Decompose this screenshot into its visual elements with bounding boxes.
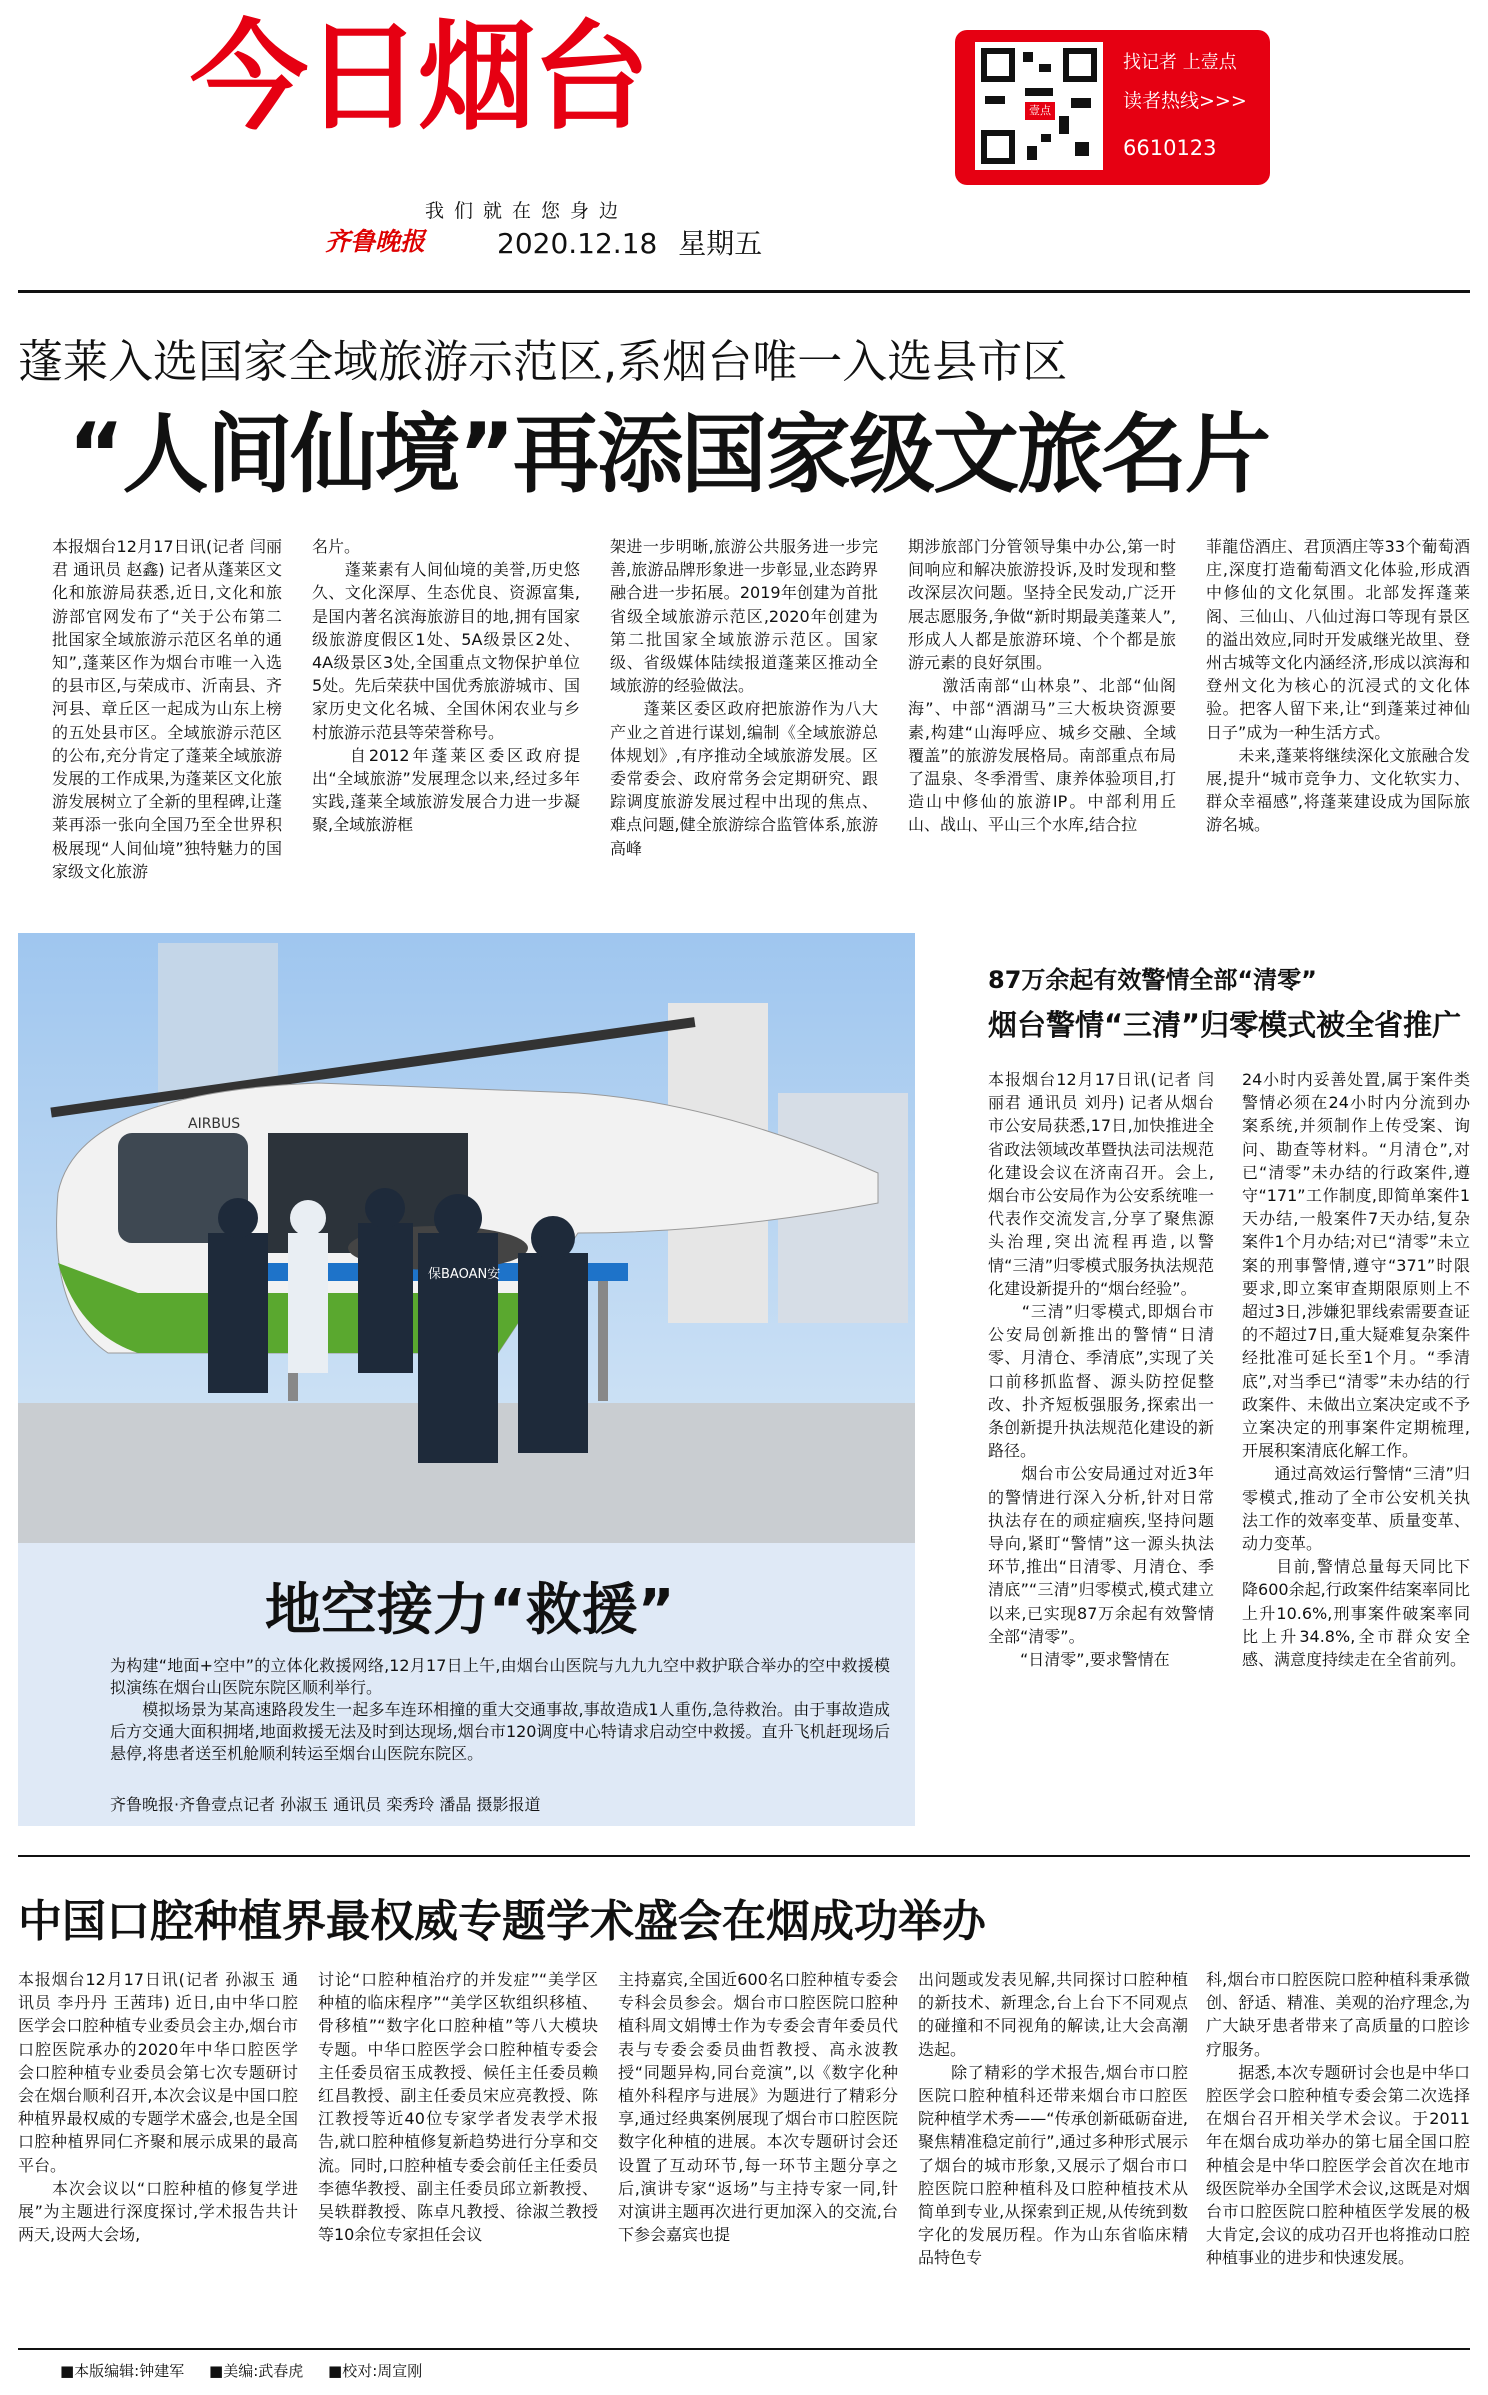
hotline-number: 6610123 bbox=[1123, 136, 1217, 160]
hotline-slogan: 找记者 上壹点 bbox=[1123, 52, 1237, 73]
article3-col3: 主持嘉宾,全国近600名口腔种植专委会专科会员参会。烟台市口腔医院口腔种植科周文娟博士作为专委会青年委员代表与专委会委员曲哲教授、高永波教授“同题异构,同台竞演”,以《数字化种植外科程序与进展》为题进行了精彩分享,通过经典案例展现了烟台市口腔医院数字化种植的进展。本次专题研讨会还设置了互动环节,每一环节主题分享之后,演讲专家“返场”与主持专家一同,针对演讲主题再次进行更加深入的交流,台下参会嘉宾也提 bbox=[618, 1970, 898, 2245]
article1-col1: 本报烟台12月17日讯(记者 闫丽君 通讯员 赵鑫) 记者从蓬莱区文化和旅游局获悉,近日,文化和旅游部官网发布了“关于公布第二批国家全域旅游示范区名单的通知”,蓬莱区作为烟台市唯一入选的县市区,与荣成市、沂南县、齐河县、章丘区一起成为山东上榜的五处县市区。全域旅游示范区的公布,充分肯定了蓬莱全域旅游发展的工作成果,为蓬莱区文化旅游发展树立了全新的里程碑,让蓬莱再添一张向全国乃至全世界积极展现“人间仙境”独特魅力的国家级文化旅游 bbox=[52, 537, 282, 881]
article1-col5: 菲龍岱酒庄、君顶酒庄等33个葡萄酒庄,深度打造葡萄酒文化体验,形成酒中修仙的文化氛围。北部发挥蓬莱阁、三仙山、八仙过海口等现有景区的溢出效应,同时开发戚继光故里、登州古城等文化内涵经济,形成以滨海和登州文化为核心的沉浸式的文化体验。把客人留下来,让“到蓬莱过神仙日子”成为一种生活方式。 未来,蓬莱将继续深化文旅融合发展,提升“城市竞争力、文化软实力、群众幸福感”,将蓬莱建设成为国际旅游名城。 bbox=[1206, 537, 1470, 835]
issue-date: 2020.12.18 bbox=[497, 227, 658, 260]
vest-text: 保BAOAN安 bbox=[428, 1267, 501, 1282]
dateline bbox=[497, 222, 762, 262]
footer-rule bbox=[18, 2348, 1470, 2350]
photo-credit: 齐鲁晚报·齐鲁壹点记者 孙淑玉 通讯员 栾秀玲 潘晶 摄影报道 bbox=[110, 1795, 541, 1814]
article3-col5: 科,烟台市口腔医院口腔种植科秉承微创、舒适、精准、美观的治疗理念,为广大缺牙患者带来了高质量的口腔诊疗服务。 据悉,本次专题研讨会也是中华口腔医学会口腔种植专委会第二次选择在烟台召开相关学术会议。于2011年在烟台成功举办的第七届全国口腔种植会是中华口腔医学会首次在地市级医院举办全国学术会议,这既是对烟台市口腔医院口腔种植医学发展的极大肯定,会议的成功召开也将推动口腔种植事业的进步和快速发展。 bbox=[1206, 1970, 1470, 2268]
issue-weekday: 星期五 bbox=[678, 227, 763, 260]
tagline: 我们就在您身边 bbox=[425, 200, 629, 222]
rescue-photo-illustration bbox=[18, 933, 915, 1543]
article2-col1: 本报烟台12月17日讯(记者 闫丽君 通讯员 刘丹) 记者从烟台市公安局获悉,17日,加快推进全省政法领域改革暨执法司法规范化建设会议在济南召开。会上,烟台市公安局作为公安系统唯一代表作交流发言,分享了聚焦源头治理,突出流程再造,以警情“三清”归零模式服务执法规范化建设新提升的“烟台经验”。 “三清”归零模式,即烟台市公安局创新推出的警情“日清零、月清仓、季清底”,实现了关口前移抓监督、源头防控促整改、扑齐短板强服务,探索出一条创新提升执法规范化建设的新路径。 烟台市公安局通过对近3年的警情进行深入分析,针对日常执法存在的顽症痼疾,坚持问题导向,紧盯“警情”这一源头执法环节,推出“日清零、月清仓、季清底”“三清”归零模式,模式建立以来,已实现87万余起有效警情全部“清零”。 “日清零”,要求警情在 bbox=[988, 1070, 1214, 1670]
article1-col3: 架进一步明晰,旅游公共服务进一步完善,旅游品牌形象进一步彰显,业态跨界融合进一步拓展。2019年创建为首批省级全域旅游示范区,2020年创建为第二批国家全域旅游示范区。国家级、省级媒体陆续报道蓬莱区推动全域旅游的经验做法。 蓬莱区委区政府把旅游作为八大产业之首进行谋划,编制《全域旅游总体规划》,有序推动全域旅游发展。区委常委会、政府常务会定期研究、跟踪调度旅游发展过程中出现的焦点、难点问题,健全旅游综合监管体系,旅游高峰 bbox=[610, 537, 878, 858]
article3-col4: 出问题或发表见解,共同探讨口腔种植的新技术、新理念,台上台下不同观点的碰撞和不同视角的解读,让大会高潮迭起。 除了精彩的学术报告,烟台市口腔医院口腔种植科还带来烟台市口腔医院种植学术秀——“传承创新砥砺奋进,聚焦精准稳定前行”,通过多种形式展示了烟台的城市形象,又展示了烟台市口腔医院口腔种植科及口腔种植技术从简单到专业,从探索到正规,从传统到数字化的发展历程。作为山东省临床精品特色专 bbox=[918, 1970, 1188, 2268]
photo-caption-title: 地空接力“救援” bbox=[265, 1578, 675, 1643]
article1-subtitle: 蓬莱入选国家全域旅游示范区,系烟台唯一入选县市区 bbox=[18, 335, 1068, 388]
article2-title: 烟台警情“三清”归零模式被全省推广 bbox=[988, 1008, 1462, 1042]
article3-col1: 本报烟台12月17日讯(记者 孙淑玉 通讯员 李丹丹 王茜玮) 近日,由中华口腔医学会口腔种植专业委员会主办,烟台市口腔医院承办的2020年中华口腔医学会口腔种植专业委员会第七次专题研讨会在烟台顺利召开,本次会议是中国口腔种植界最权威的专题学术盛会,也是全国口腔种植界同仁齐聚和展示成果的最高平台。 本次会议以“口腔种植的修复学进展”为主题进行深度探讨,学术报告共计两天,设两大会场, bbox=[18, 1970, 298, 2245]
article1-col2: 名片。 蓬莱素有人间仙境的美誉,历史悠久、文化深厚、生态优良、资源富集,是国内著名滨海旅游目的地,拥有国家级旅游度假区1处、5A级景区2处、4A级景区3处,全国重点文物保护单位5处。先后荣获中国优秀旅游城市、国家历史文化名城、全国休闲农业与乡村旅游示范县等荣誉称号。 自2012年蓬莱区委区政府提出“全域旅游”发展理念以来,经过多年实践,蓬莱全域旅游发展合力进一步凝聚,全域旅游框 bbox=[312, 537, 580, 835]
qr-code[interactable] bbox=[975, 42, 1103, 170]
article2-subtitle: 87万余起有效警情全部“清零” bbox=[988, 966, 1317, 994]
article3-col2: 讨论“口腔种植治疗的并发症”“美学区种植的临床程序”“美学区软组织移植、骨移植”“数字化口腔种植”等八大模块专题。中华口腔医学会口腔种植专委会主任委员宿玉成教授、候任主任委员赖红昌教授、副主任委员宋应亮教授、陈江教授等近40位专家学者发表学术报告,就口腔种植修复新趋势进行分享和交流。同时,口腔种植专委会前任主任委员李德华教授、副主任委员邱立新教授、吴轶群教授、陈卓凡教授、徐淑兰教授等10余位专家担任会议 bbox=[318, 1970, 598, 2245]
footer-art: ■美编:武春虎 bbox=[209, 2362, 304, 2380]
footer-proof: ■校对:周宣刚 bbox=[328, 2362, 423, 2380]
footer-editor: ■本版编辑:钟建军 bbox=[60, 2362, 185, 2380]
masthead-title: 今日烟台 bbox=[190, 8, 647, 146]
photo-caption-body: 为构建“地面+空中”的立体化救援网络,12月17日上午,由烟台山医院与九九九空中救护联合举办的空中救援模拟演练在烟台山医院东院区顺利举行。 模拟场景为某高速路段发生一起多车连环相撞的重大交通事故,事故造成1人重伤,急待救治。由于事故造成后方交通大面积拥堵,地面救援无法及时到达现场,烟台市120调度中心特请求启动空中救援。直升飞机赶现场后悬停,将患者送至机舱顺利转运至烟台山医院东院区。 bbox=[110, 1656, 890, 1763]
article1-col4: 期涉旅部门分管领导集中办公,第一时间响应和解决旅游投诉,及时发现和整改深层次问题。坚持全民发动,广泛开展志愿服务,争做“新时期最美蓬莱人”,形成人人都是旅游环境、个个都是旅游元素的良好氛围。 激活南部“山林泉”、北部“仙阁海”、中部“酒湖马”三大板块资源要素,构建“山海呼应、城乡交融、全域覆盖”的旅游发展格局。南部重点布局了温泉、冬季滑雪、康养体验项目,打造山中修仙的旅游IP。中部利用丘山、战山、平山三个水库,结合拉 bbox=[908, 537, 1176, 835]
masthead-rule bbox=[18, 290, 1470, 293]
paper-logo: 齐鲁晚报 bbox=[325, 227, 426, 256]
qr-label: 壹点 bbox=[1025, 102, 1055, 120]
hotline-label: 读者热线>>> bbox=[1123, 90, 1247, 112]
footer-credits bbox=[60, 2360, 422, 2381]
section-rule bbox=[18, 1855, 1470, 1857]
article2-col2: 24小时内妥善处置,属于案件类警情必须在24小时内分流到办案系统,并须制作上传受案、询问、勘查等材料。“月清仓”,对已“清零”未办结的行政案件,遵守“171”工作制度,即简单案件1天办结,一般案件7天办结,复杂案件1个月办结;对已“清零”未立案的刑事警情,遵守“371”时限要求,即立案审查期限原则上不超过3日,涉嫌犯罪线索需要查证的不超过7日,重大疑难复杂案件经批准可延长至1个月。“季清底”,对当季已“清零”未办结的行政案件、未做出立案决定或不予立案决定的刑事案件定期梳理,开展积案清底化解工作。 通过高效运行警情“三清”归零模式,推动了全市公安机关执法工作的效率变革、质量变革、动力变革。 目前,警情总量每天同比下降600余起,行政案件结案率同比上升10.6%,刑事案件破案率同比上升34.8%,全市群众安全感、满意度持续走在全省前列。 bbox=[1242, 1070, 1470, 1670]
article1-title: “人间仙境”再添国家级文旅名片 bbox=[68, 405, 1270, 505]
rescue-photo bbox=[18, 933, 915, 1543]
helicopter-brand: AIRBUS bbox=[188, 1116, 241, 1132]
article3-title: 中国口腔种植界最权威专题学术盛会在烟成功举办 bbox=[18, 1896, 986, 1947]
